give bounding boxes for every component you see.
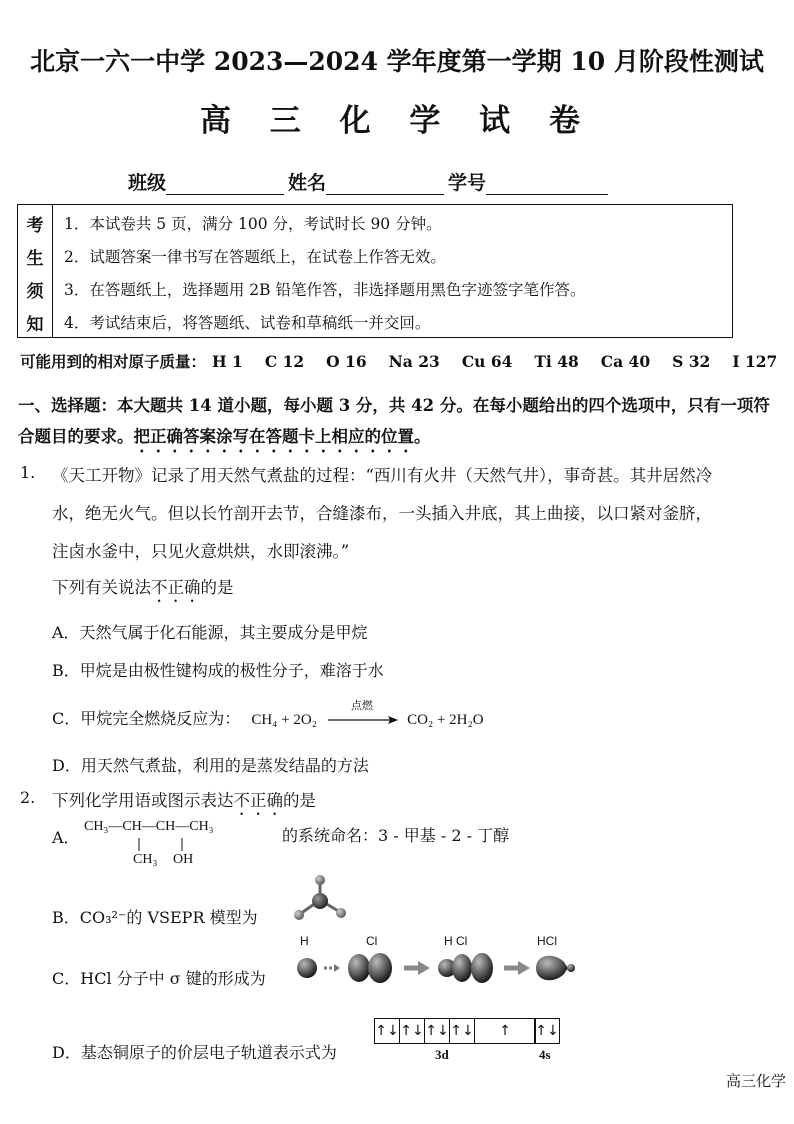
q1-passage-line: 注卤水釜中，只见火意烘烘，水即滚沸。” — [52, 542, 350, 561]
q1-passage-line: 水，绝无火气。但以长竹剖开去节，合缝漆布，一头插入井底，其上曲接，以口紧对釜脐， — [52, 504, 712, 523]
exam-title: 北京一六一中学 2023—2024 学年度第一学期 10 月阶段性测试 — [30, 47, 764, 76]
mass-item: I 127 — [732, 352, 778, 371]
notice-side-char: 须 — [26, 282, 44, 302]
mass-item: C 12 — [264, 352, 305, 371]
orbital-3d-cell: ↑↓ — [450, 1019, 475, 1043]
substituent-methyl: CH₃ — [133, 852, 158, 867]
q2-option-d-text: D．基态铜原子的价层电子轨道表示式为 — [52, 1043, 337, 1062]
q1-option-d: D．用天然气煮盐，利用的是蒸发结晶的方法 — [52, 756, 369, 775]
q2-stem — [52, 787, 316, 819]
orbital-3d-cell: ↑↓ — [425, 1019, 450, 1043]
q2-option-b-text: B．CO₃²⁻的 VSEPR 模型为 — [52, 908, 258, 927]
q1-option-b: B．甲烷是由极性键构成的极性分子，难溶于水 — [52, 661, 384, 680]
stem-text: 下列化学用语或图示表达 — [52, 791, 234, 810]
vsepr-model-icon — [288, 870, 350, 926]
orbital-label-hcl-sep: H Cl — [444, 934, 468, 948]
class-label: 班级 — [128, 172, 167, 194]
notice-item: 2．试题答案一律书写在答题纸上，在试卷上作答无效。 — [64, 248, 446, 266]
mass-item: H 1 — [212, 352, 243, 371]
question-number: 2. — [20, 788, 36, 807]
notice-side-char: 生 — [26, 249, 44, 269]
q2-option-c-text: C．HCl 分子中 σ 键的形成为 — [52, 969, 266, 988]
stem-text: 下列有关说法 — [52, 578, 151, 597]
orbital-4s-label: 4s — [539, 1047, 551, 1062]
orbital-label-hcl: HCl — [537, 934, 557, 948]
student-info-line — [128, 168, 612, 195]
orbital-label-h: H — [300, 934, 309, 948]
orbital-label-cl: Cl — [366, 934, 378, 948]
structure-bonds — [130, 838, 190, 852]
section-heading — [18, 390, 778, 456]
mass-item: O 16 — [326, 352, 367, 371]
notice-item: 3．在答题纸上，选择题用 2B 铅笔作答，非选择题用黑色字迹签字笔作答。 — [64, 281, 586, 299]
equation-lhs: CH₄ + 2O₂ — [251, 712, 317, 728]
reaction-arrow — [326, 698, 398, 729]
orbital-3d-box — [374, 1018, 536, 1044]
equation-rhs: CO₂ + 2H₂O — [407, 712, 484, 728]
q1-option-a: A．天然气属于化石能源，其主要成分是甲烷 — [52, 623, 368, 642]
notice-item: 1．本试卷共 5 页，满分 100 分，考试时长 90 分钟。 — [64, 215, 442, 233]
name-blank — [326, 174, 444, 195]
section-emphasis: 把正确答案涂写在答题卡上相应的位置。 — [133, 427, 431, 446]
substituent-hydroxyl: OH — [173, 852, 194, 867]
option-text: C．甲烷完全燃烧反应为： — [52, 709, 241, 728]
mass-item: Na 23 — [388, 352, 440, 371]
masses-label: 可能用到的相对原子质量： — [20, 352, 207, 371]
orbital-3d-label: 3d — [435, 1047, 449, 1062]
page-footer: 高三化学 — [725, 1072, 786, 1090]
notice-side-char: 知 — [26, 315, 44, 335]
mass-item: Ca 40 — [600, 352, 651, 371]
notice-item: 4．考试结束后，将答题纸、试卷和草稿纸一并交回。 — [64, 314, 431, 332]
atomic-masses — [20, 350, 794, 372]
mass-item: Ti 48 — [534, 352, 579, 371]
reaction-condition: 点燃 — [351, 698, 374, 712]
q2-option-a-text: 的系统命名：3 - 甲基 - 2 - 丁醇 — [282, 826, 510, 845]
id-label: 学号 — [448, 172, 487, 194]
q2-option-a-label: A． — [52, 828, 80, 847]
mass-item: S 32 — [672, 352, 711, 371]
q1-stem — [52, 574, 234, 606]
arrow-icon — [326, 711, 398, 729]
class-blank — [166, 174, 284, 195]
mass-item: Cu 64 — [461, 352, 513, 371]
name-label: 姓名 — [288, 172, 327, 194]
orbital-4s-cell: ↑↓ — [535, 1023, 559, 1039]
stem-text: 的是 — [200, 578, 234, 597]
orbital-4s-box — [534, 1018, 560, 1044]
exam-subtitle: 高 三 化 学 试 卷 — [200, 103, 594, 139]
q1-option-c — [52, 698, 484, 729]
id-blank — [486, 174, 608, 195]
orbital-3d-cell: ↑↓ — [375, 1019, 400, 1043]
orbital-3d-cell: ↑ — [499, 1023, 511, 1039]
notice-side — [18, 205, 53, 337]
notice-side-char: 考 — [26, 216, 44, 236]
orbital-3d-cell: ↑↓ — [400, 1019, 425, 1043]
sigma-bond-diagram-icon — [292, 948, 582, 988]
stem-emphasis: 不正确 — [151, 578, 201, 597]
stem-emphasis: 不正确 — [233, 791, 283, 810]
question-number: 1. — [20, 463, 36, 482]
q1-passage-line: 《天工开物》记录了用天然气煮盐的过程：“西川有火井（天然气井），事奇甚。其井居然冷 — [52, 466, 713, 485]
stem-text: 的是 — [283, 791, 316, 810]
notice-box — [17, 204, 733, 338]
structure-chain: CH₃—CH—CH—CH₃ — [84, 819, 214, 834]
section-text: 一、选择题：本大题共 14 道小题，每小题 3 分，共 42 分。在每小题给出的四个选项中，只有一项符合题目的要求。 — [18, 396, 770, 446]
